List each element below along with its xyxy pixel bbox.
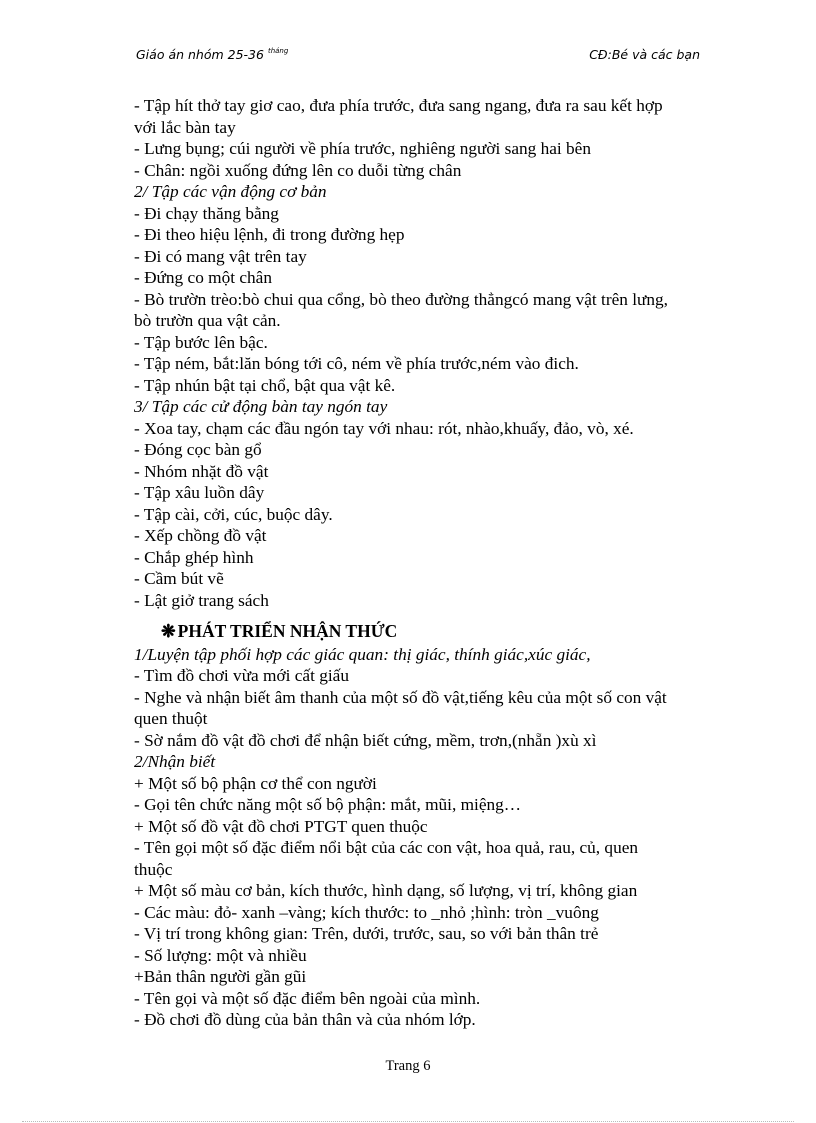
- text-line: với lắc bàn tay: [134, 117, 236, 137]
- text-line: quen thuột: [134, 709, 208, 728]
- text-line: - Tập bước lên bậc.: [134, 332, 268, 352]
- text-line: - Tập nhún bật tại chổ, bật qua vật kê.: [134, 375, 396, 395]
- text-line: - Tên gọi một số đặc điểm nổi bật của các con vật, hoa quả, rau, củ, quen: [134, 838, 639, 857]
- text-line: - Tập hít thở tay giơ cao, đưa phía trước, đưa sang ngang, đưa ra sau kết hợp: [134, 96, 663, 115]
- text-line: - Đi có mang vật trên tay: [134, 246, 307, 266]
- text-line: - Đồ chơi đồ dùng của bản thân và của nhóm lớp.: [134, 1010, 476, 1029]
- text-line: - Lưng bụng; cúi người về phía trước, nghiêng người sang hai bên: [134, 139, 591, 158]
- text-line: - Xoa tay, chạm các đầu ngón tay với nhau: rót, nhào,khuấy, đảo, vò, xé.: [134, 418, 634, 438]
- text-line: thuộc: [134, 859, 173, 879]
- text-line: - Cầm bút vẽ: [134, 569, 224, 588]
- page-bottom-border: [22, 1121, 794, 1122]
- header-lesson-sup: tháng: [267, 47, 289, 55]
- section-subheading: 3/ Tập các cử động bàn tay ngón tay: [134, 397, 388, 416]
- text-line: - Đứng co một chân: [134, 268, 272, 287]
- page-header: [136, 47, 700, 65]
- text-line: - Sờ nắm đồ vật đồ chơi để nhận biết cứng, mềm, trơn,(nhẵn )xù xì: [134, 730, 597, 750]
- text-line: bò trườn qua vật cản.: [134, 311, 281, 330]
- text-line: - Nhóm nhặt đồ vật: [134, 461, 269, 481]
- text-line: +Bản thân người gần gũi: [134, 967, 307, 986]
- star-bullet-icon: ❋: [161, 621, 176, 641]
- section-heading-text: PHÁT TRIỂN NHẬN THỨC: [177, 621, 398, 641]
- text-line: - Số lượng: một và nhiều: [134, 945, 307, 965]
- header-topic: CĐ:Bé và các bạn: [589, 47, 700, 62]
- text-line: - Bò trườn trèo:bò chui qua cổng, bò theo đường thẳngcó mang vật trên lưng,: [134, 289, 668, 309]
- text-line: - Các màu: đỏ- xanh –vàng; kích thước: to _nhỏ ;hình: tròn _vuông: [134, 902, 599, 922]
- document-body: [134, 95, 734, 1031]
- text-line: - Chân: ngồi xuống đứng lên co duỗi từng chân: [134, 160, 462, 180]
- text-line: - Đóng cọc bàn gổ: [134, 440, 262, 459]
- page-footer: [0, 1058, 816, 1075]
- header-lesson-title: Giáo án nhóm 25-36 $^{tháng}$: [136, 47, 289, 62]
- text-line: - Tập ném, bắt:lăn bóng tới cô, ném về phía trước,ném vào đich.: [134, 354, 579, 373]
- section-subheading: 2/Nhận biết: [134, 752, 216, 771]
- text-line: - Vị trí trong không gian: Trên, dưới, trước, sau, so với bản thân trẻ: [134, 924, 599, 943]
- text-line: - Nghe và nhận biết âm thanh của một số đồ vật,tiếng kêu của một số con vật: [134, 687, 667, 707]
- text-line: - Đi chạy thăng bằng: [134, 203, 279, 223]
- text-line: - Tập cài, cởi, cúc, buộc dây.: [134, 504, 333, 524]
- text-line: - Xếp chồng đồ vật: [134, 526, 267, 545]
- section-subheading: 1/Luyện tập phối hợp các giác quan: thị giác, thính giác,xúc giác,: [134, 644, 591, 664]
- page-number: Trang 6: [385, 1058, 431, 1074]
- text-line: - Gọi tên chức năng một số bộ phận: mắt, mũi, miệng…: [134, 795, 522, 814]
- text-line: - Tìm đồ chơi vừa mới cất giấu: [134, 666, 349, 685]
- text-line: - Đi theo hiệu lệnh, đi trong đường hẹp: [134, 225, 405, 244]
- text-line: + Một số màu cơ bản, kích thước, hình dạng, số lượng, vị trí, không gian: [134, 881, 638, 900]
- text-line: - Lật giở trang sách: [134, 590, 269, 610]
- section-subheading: 2/ Tập các vận động cơ bản: [134, 182, 327, 201]
- text-line: - Tên gọi và một số đặc điểm bên ngoài của mình.: [134, 988, 481, 1008]
- text-line: + Một số bộ phận cơ thể con người: [134, 773, 377, 793]
- section-heading: [134, 621, 734, 643]
- text-line: - Chắp ghép hình: [134, 547, 254, 567]
- text-line: + Một số đồ vật đồ chơi PTGT quen thuộc: [134, 816, 428, 836]
- text-line: - Tập xâu luồn dây: [134, 483, 265, 502]
